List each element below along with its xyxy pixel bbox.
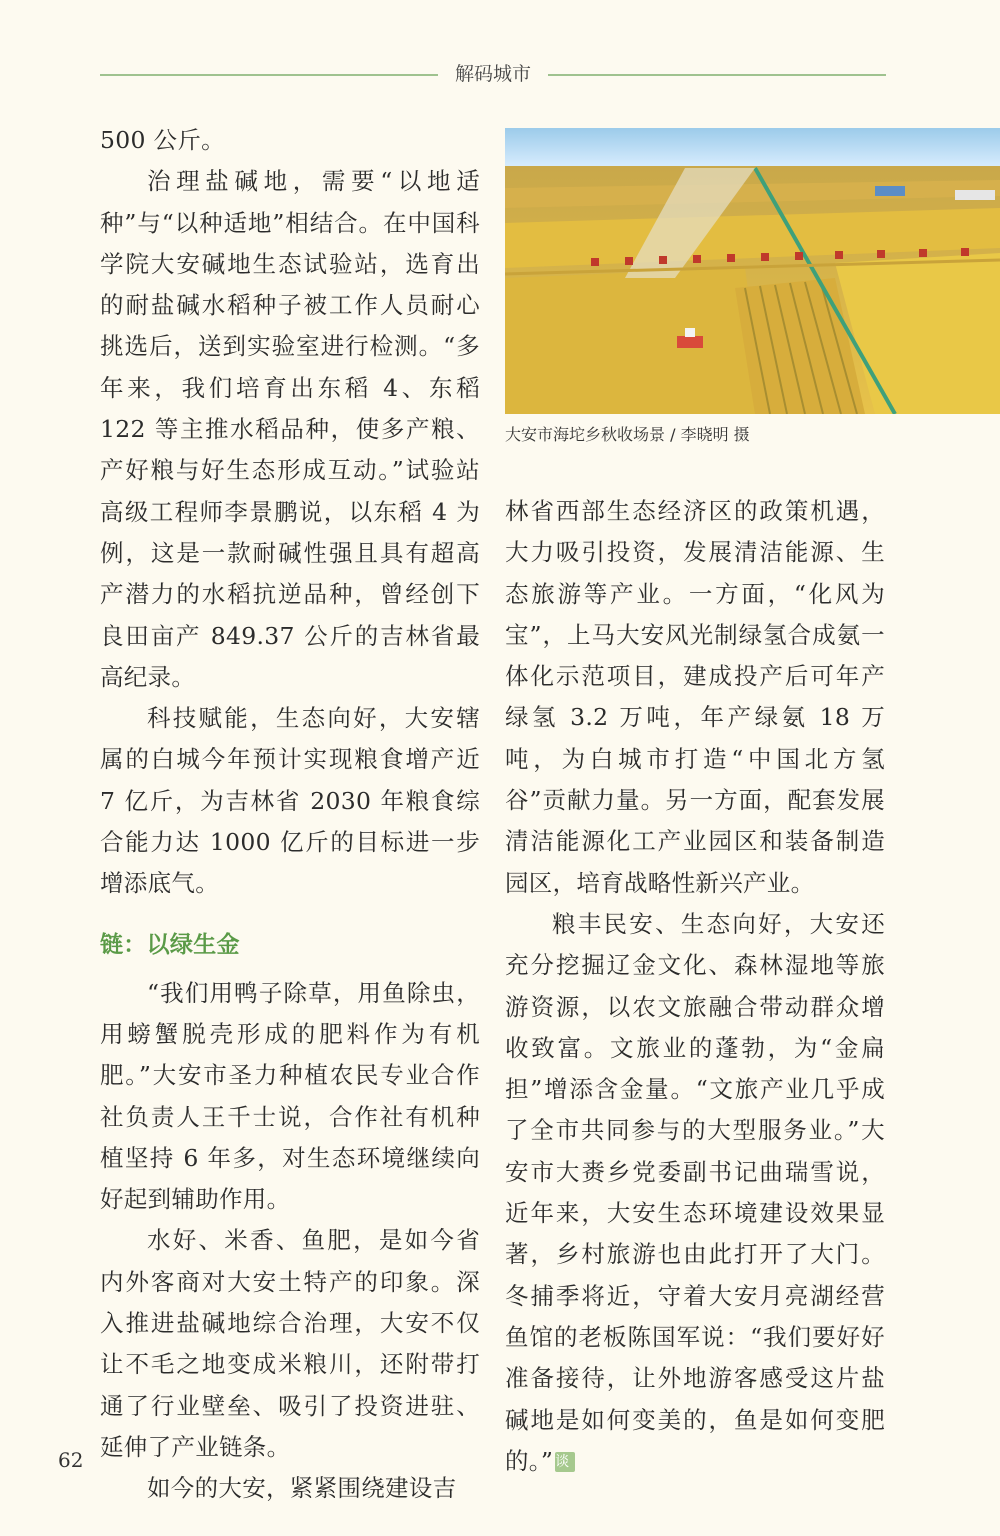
right-column xyxy=(505,491,885,1482)
left-column xyxy=(100,120,480,1510)
header-rule-left xyxy=(100,74,438,76)
end-mark-icon: 谈 xyxy=(555,1452,575,1472)
photo-caption: 大安市海坨乡秋收场景 / 李晓明 摄 xyxy=(505,425,750,444)
paragraph xyxy=(505,904,885,1482)
paragraph: 500 公斤。 xyxy=(100,126,225,154)
photo-illustration xyxy=(505,128,1000,414)
paragraph: 水好、米香、鱼肥，是如今省内外客商对大安土特产的印象。深入推进盐碱地综合治理，大安不仅让不毛之地变成米粮川，还附带打通了行业壁垒、吸引了投资进驻、延伸了产业链条。 xyxy=(100,1226,480,1461)
aerial-rice-field-photo xyxy=(505,128,1000,414)
paragraph: 治理盐碱地，需要“以地适种”与“以种适地”相结合。在中国科学院大安碱地生态试验站，选育出的耐盐碱水稻种子被工作人员耐心挑选后，送到实验室进行检测。“多年来，我们培育出东稻 4、东稻 122 等主推水稻品种，使多产粮、产好粮与好生态形成互动。”试验站高级工程师李景鹏说，以东稻 4 为例，这是一款耐碱性强且具有超高产潜力的水稻抗逆品种，曾经创下良田亩产 849.37 公斤的吉林省最高纪录。 xyxy=(100,167,480,691)
paragraph: 林省西部生态经济区的政策机遇，大力吸引投资，发展清洁能源、生态旅游等产业。一方面，“化风为宝”，上马大安风光制绿氢合成氨一体化示范项目，建成投产后可年产绿氢 3.2 万吨，年产绿氨 18 万吨，为白城市打造“中国北方氢谷”贡献力量。另一方面，配套发展清洁能源化工产业园区和装备制造园区，培育战略性新兴产业。 xyxy=(505,497,885,897)
section-heading: 链：以绿生金 xyxy=(100,931,240,958)
paragraph: “我们用鸭子除草，用鱼除虫，用螃蟹脱壳形成的肥料作为有机肥。”大安市圣力种植农民专业合作社负责人王千士说，合作社有机种植坚持 6 年多，对生态环境继续向好起到辅助作用。 xyxy=(100,978,480,1214)
section-title: 解码城市 xyxy=(454,63,531,85)
paragraph-text: 粮丰民安、生态向好，大安还充分挖掘辽金文化、森林湿地等旅游资源，以农文旅融合带动群众增收致富。文旅业的蓬勃，为“金扁担”增添含金量。“文旅产业几乎成了全市共同参与的大型服务业。”大安市大赉乡党委副书记曲瑞雪说，近年来，大安生态环境建设效果显著，乡村旅游也由此打开了大门。冬捕季将近，守着大安月亮湖经营鱼馆的老板陈国军说：“我们要好好准备接待，让外地游客感受这片盐碱地是如何变美的，鱼是如何变肥的。” xyxy=(505,909,885,1475)
paragraph: 如今的大安，紧紧围绕建设吉 xyxy=(147,1474,457,1503)
page-number: 62 xyxy=(58,1448,84,1472)
paragraph: 科技赋能，生态向好，大安辖属的白城今年预计实现粮食增产近 7 亿斤，为吉林省 2030 年粮食综合能力达 1000 亿斤的目标进一步增添底气。 xyxy=(100,704,480,898)
header-rule-right xyxy=(548,74,886,76)
